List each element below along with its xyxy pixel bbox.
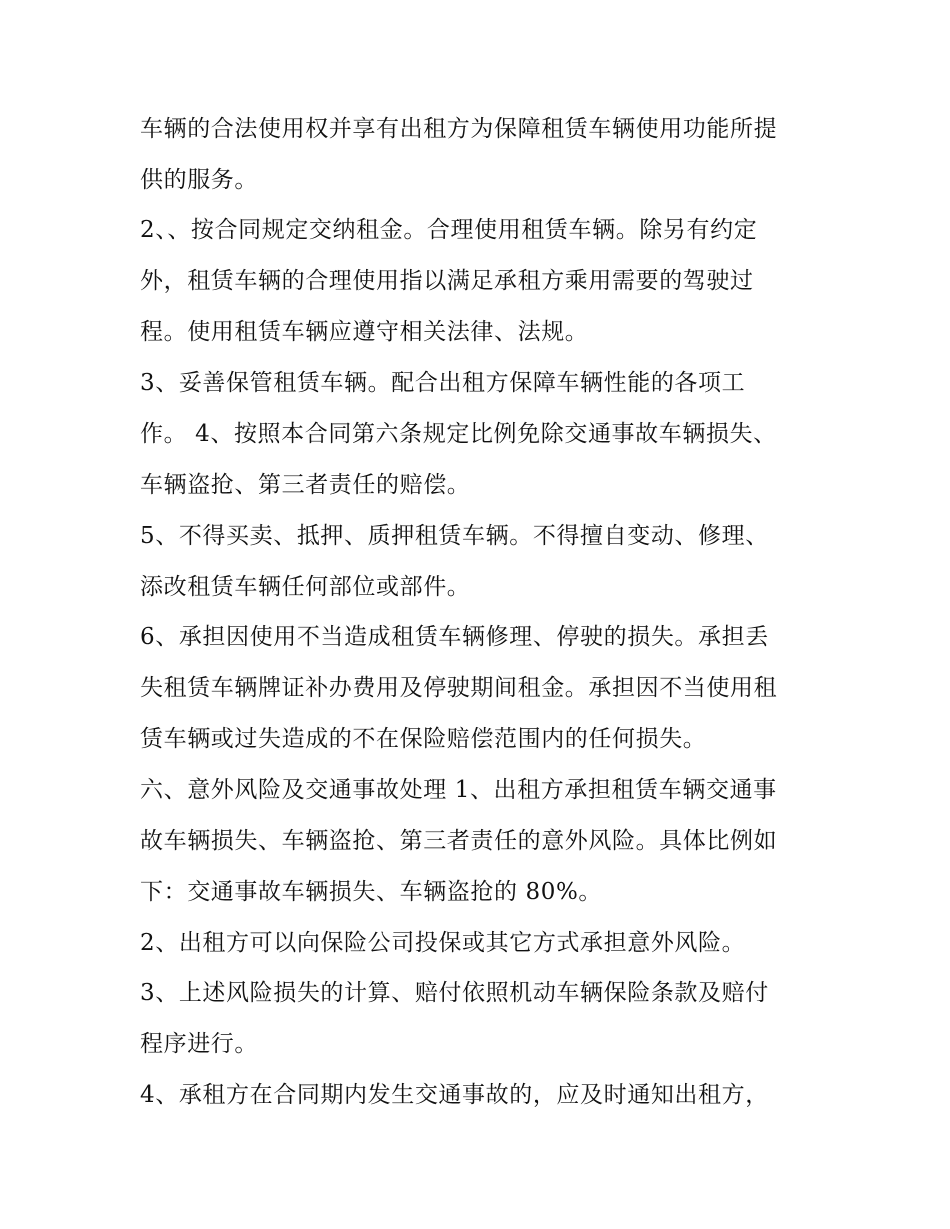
text-line: 下：交通事故车辆损失、车辆盗抢的 80%。 <box>140 879 603 905</box>
text-line: 添改租赁车辆任何部位或部件。 <box>140 574 471 600</box>
text-line: 5、不得买卖、抵押、质押租赁车辆。不得擅自变动、修理、 <box>140 523 769 549</box>
text-line: 车辆的合法使用权并享有出租方为保障租赁车辆使用功能所提 <box>140 116 778 142</box>
text-line: 6、承担因使用不当造成租赁车辆修理、停驶的损失。承担丢 <box>140 624 769 650</box>
text-line: 2、出租方可以向保险公司投保或其它方式承担意外风险。 <box>140 930 746 956</box>
text-line: 车辆盗抢、第三者责任的赔偿。 <box>140 472 471 498</box>
text-line: 六、意外风险及交通事故处理 1、出租方承担租赁车辆交通事 <box>140 777 777 803</box>
text-line: 外，租赁车辆的合理使用指以满足承租方乘用需要的驾驶过 <box>140 268 754 294</box>
text-line: 程。使用租赁车辆应遵守相关法律、法规。 <box>140 319 589 345</box>
text-line: 2、、按合同规定交纳租金。合理使用租赁车辆。除另有约定 <box>140 217 758 243</box>
text-line: 供的服务。 <box>140 167 258 193</box>
text-line: 程序进行。 <box>140 1031 258 1057</box>
text-line: 故车辆损失、车辆盗抢、第三者责任的意外风险。具体比例如 <box>140 828 778 854</box>
text-line: 3、妥善保管租赁车辆。配合出租方保障车辆性能的各项工 <box>140 370 746 396</box>
text-line: 失租赁车辆牌证补办费用及停驶期间租金。承担因不当使用租 <box>140 675 778 701</box>
text-line: 4、承租方在合同期内发生交通事故的，应及时通知出租方， <box>140 1082 769 1108</box>
text-line: 作。 4、按照本合同第六条规定比例免除交通事故车辆损失、 <box>140 421 777 447</box>
text-line: 3、上述风险损失的计算、赔付依照机动车辆保险条款及赔付 <box>140 980 769 1006</box>
text-line: 赁车辆或过失造成的不在保险赔偿范围内的任何损失。 <box>140 726 707 752</box>
